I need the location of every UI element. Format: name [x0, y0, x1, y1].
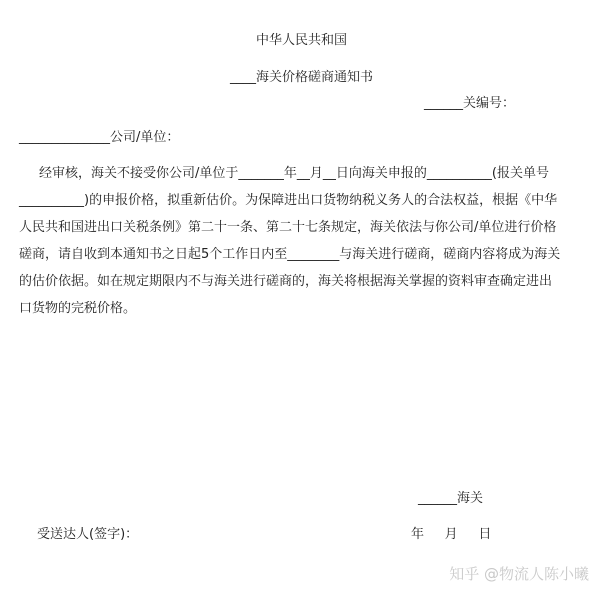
customs-signature: ______海关 [418, 491, 484, 506]
body-line-6: 口货物的完税价格。 [19, 301, 137, 316]
body-line-5: 的估价依据。如在规定期限内不与海关进行磋商的，海关将根据海关掌握的资料审查确定进出 [19, 274, 553, 289]
document-title: ____海关价格磋商通知书 [229, 70, 373, 85]
watermark: 知乎 @物流人陈小曦 [449, 565, 589, 583]
body-line-1: 经审核，海关不接受你公司/单位于_______年__月__日向海关申报的__________(报关单号 [39, 166, 549, 181]
body-line-2: __________)的申报价格，拟重新估价。为保障进出口货物纳税义务人的合法权益，根据《中华 [19, 193, 558, 208]
notice-body [19, 160, 585, 322]
recipient-company-label: ______________公司/单位： [19, 130, 180, 145]
body-line-3: 人民共和国进出口关税条例》第二十一条、第二十七条规定，海关依法与你公司/单位进行价格 [19, 220, 557, 235]
country-heading: 中华人民共和国 [255, 33, 347, 48]
customs-number-label: ______关编号： [424, 96, 516, 111]
receiver-signature-label: 受送达人(签字)： [37, 527, 139, 542]
date-line: 年 月 日 [411, 527, 492, 542]
body-line-4: 磋商，请自收到本通知书之日起5个工作日内至________与海关进行磋商，磋商内容将成为海关 [19, 247, 561, 262]
